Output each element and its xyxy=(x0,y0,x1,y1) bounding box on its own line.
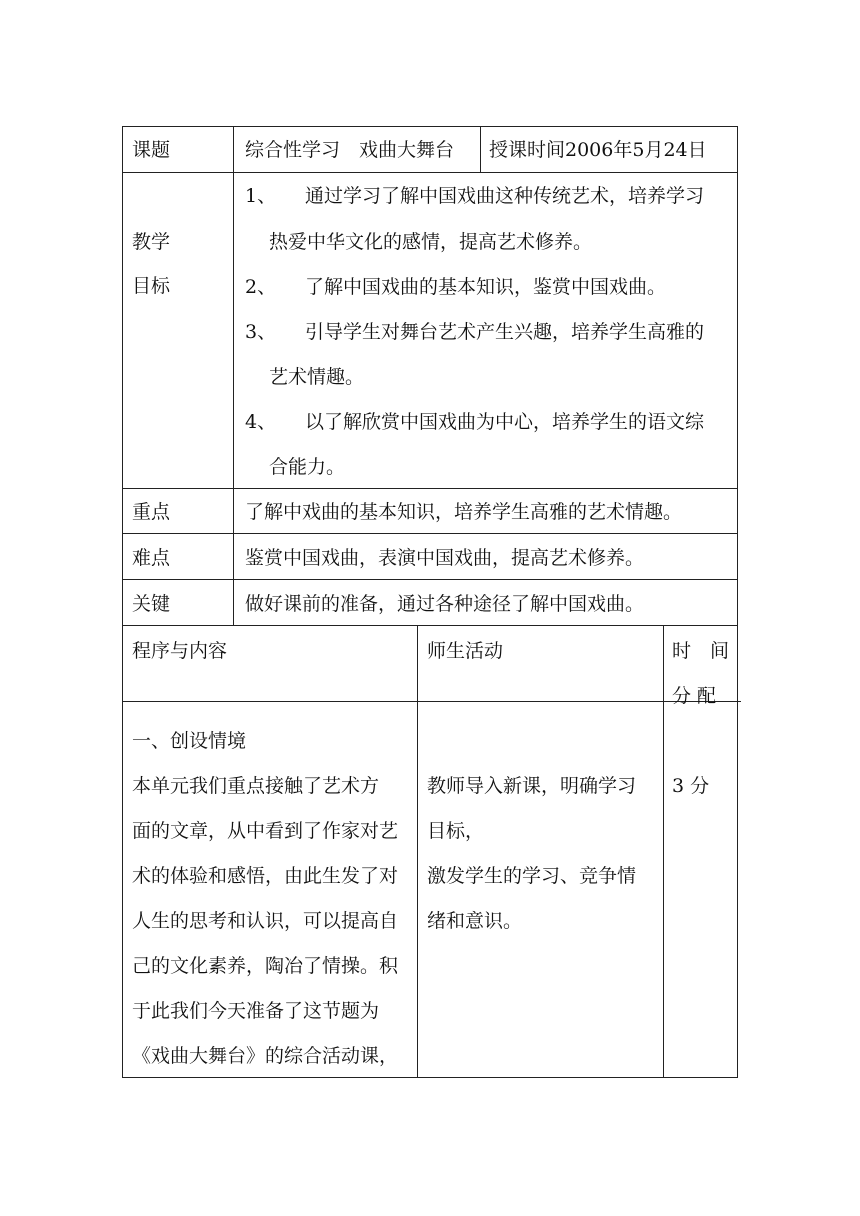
row-divider xyxy=(122,172,738,173)
content-line: 于此我们今天准备了这节题为 xyxy=(132,1000,380,1022)
objective-4-text-cont: 合能力。 xyxy=(269,456,346,478)
objectives-label-line1: 教学 xyxy=(132,231,171,253)
label-column-divider xyxy=(233,126,234,626)
content-line: 己的文化素养，陶冶了情操。积 xyxy=(132,955,399,977)
procedure-column-divider xyxy=(417,625,418,1078)
topic-value: 综合性学习 戏曲大舞台 xyxy=(245,139,455,161)
objective-3-text-cont: 艺术情趣。 xyxy=(269,366,365,388)
content-line: 术的体验和感悟，由此生发了对 xyxy=(132,865,399,887)
objective-1-text: 通过学习了解中国戏曲这种传统艺术，培养学习 xyxy=(305,185,705,207)
time-allocation: 3 分 xyxy=(672,775,710,797)
activity-column-divider xyxy=(663,625,664,1078)
table-border-left xyxy=(122,126,123,1078)
activity-line: 目标， xyxy=(427,820,485,842)
difficulty-label: 难点 xyxy=(132,547,171,569)
table-border-top xyxy=(122,126,738,127)
time-column-header-line2: 分 配 xyxy=(672,685,717,707)
objective-2-number: 2、 xyxy=(245,276,277,298)
content-line: 人生的思考和认识，可以提高自 xyxy=(132,910,399,932)
content-line: 《戏曲大舞台》的综合活动课， xyxy=(132,1045,399,1067)
row-divider xyxy=(122,579,738,580)
objective-1-number: 1、 xyxy=(245,185,277,207)
key-point-label: 重点 xyxy=(132,501,171,523)
objective-1-text-cont: 热爱中华文化的感情，提高艺术修养。 xyxy=(269,231,593,253)
objectives-label-line2: 目标 xyxy=(132,275,171,297)
time-column-header-line1: 时 间 xyxy=(672,640,730,662)
key-value: 做好课前的准备，通过各种途径了解中国戏曲。 xyxy=(245,593,645,615)
row-divider xyxy=(122,625,738,626)
key-point-value: 了解中戏曲的基本知识，培养学生高雅的艺术情趣。 xyxy=(245,501,683,523)
objective-4-number: 4、 xyxy=(245,411,277,433)
topic-label: 课题 xyxy=(132,139,171,161)
objective-3-text: 引导学生对舞台艺术产生兴趣，培养学生高雅的 xyxy=(305,321,705,343)
table-border-right xyxy=(737,126,738,1078)
activity-line: 教师导入新课，明确学习 xyxy=(427,775,637,797)
table-border-bottom xyxy=(122,1077,738,1078)
objective-3-number: 3、 xyxy=(245,321,277,343)
content-line: 面的文章，从中看到了作家对艺 xyxy=(132,820,399,842)
objective-2-text: 了解中国戏曲的基本知识，鉴赏中国戏曲。 xyxy=(305,276,667,298)
difficulty-value: 鉴赏中国戏曲，表演中国戏曲，提高艺术修养。 xyxy=(245,547,645,569)
row-divider xyxy=(122,701,741,702)
row-divider xyxy=(122,533,738,534)
activity-line: 绪和意识。 xyxy=(427,910,523,932)
objective-4-text: 以了解欣赏中国戏曲为中心，培养学生的语文综 xyxy=(305,411,705,433)
procedure-column-header: 程序与内容 xyxy=(132,640,228,662)
activity-column-header: 师生活动 xyxy=(427,640,504,662)
content-line: 本单元我们重点接触了艺术方 xyxy=(132,775,380,797)
teaching-time: 授课时间2006年5月24日 xyxy=(489,139,707,161)
activity-line: 激发学生的学习、竞争情 xyxy=(427,865,637,887)
row-divider xyxy=(122,488,738,489)
section-title: 一、创设情境 xyxy=(132,730,247,752)
key-label: 关键 xyxy=(132,593,171,615)
time-column-divider-top xyxy=(480,126,481,173)
